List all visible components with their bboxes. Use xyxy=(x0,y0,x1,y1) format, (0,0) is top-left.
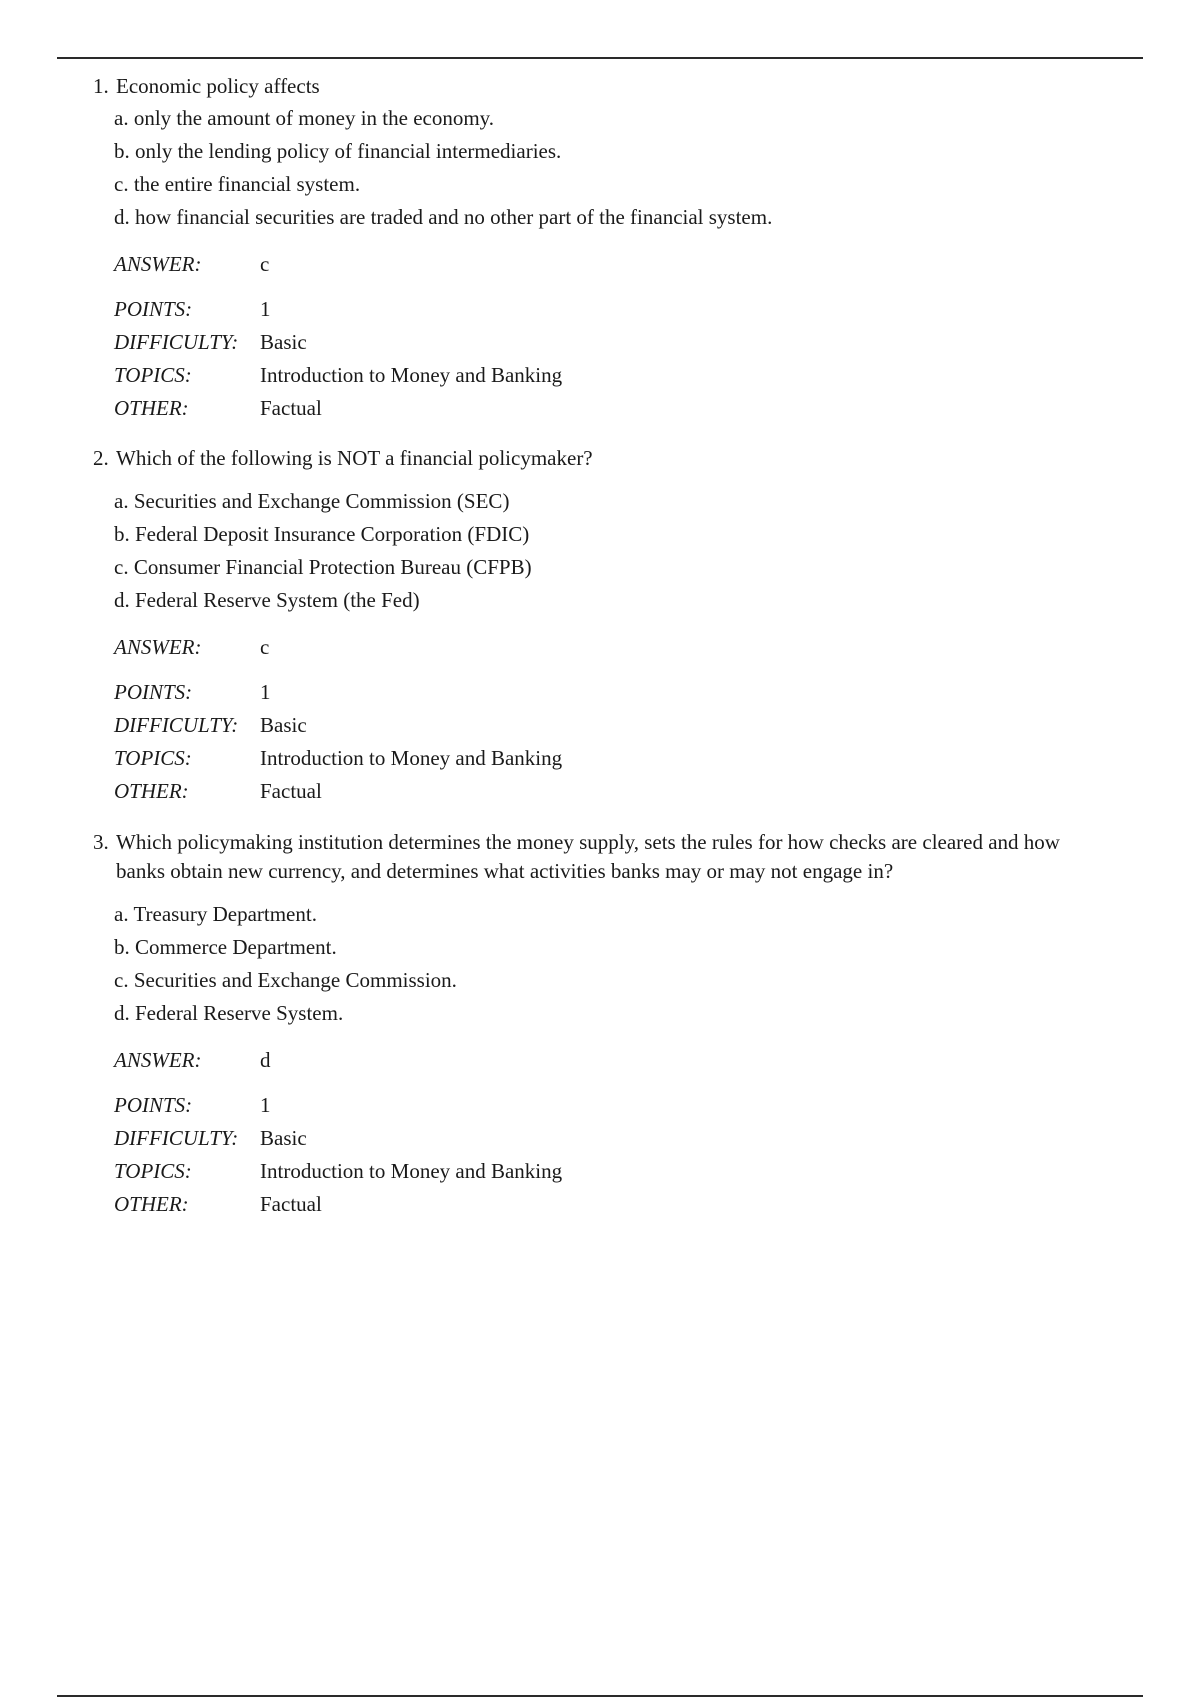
answer-value: d xyxy=(260,1048,271,1072)
other-value: Factual xyxy=(260,396,322,420)
difficulty-value: Basic xyxy=(260,1126,307,1150)
answer-row xyxy=(114,631,1103,664)
option-d: d. Federal Reserve System (the Fed) xyxy=(114,588,420,612)
question-metadata xyxy=(114,631,1103,808)
difficulty-label: DIFFICULTY: xyxy=(114,713,239,737)
points-value: 1 xyxy=(260,1093,271,1117)
answer-value: c xyxy=(260,635,270,659)
footer-rule xyxy=(57,1695,1143,1697)
question-metadata xyxy=(114,1044,1103,1221)
topics-label: TOPICS: xyxy=(114,363,192,387)
question-number: 2. xyxy=(93,446,109,470)
other-row xyxy=(114,1188,1103,1221)
points-row xyxy=(114,293,1103,326)
points-row xyxy=(114,1089,1103,1122)
option-a: a. Securities and Exchange Commission (SEC) xyxy=(114,489,510,513)
header-rule xyxy=(57,57,1143,59)
points-value: 1 xyxy=(260,297,271,321)
question-text: Which policymaking institution determines the money supply, sets the rules for how checks are cleared and how banks obtain new currency, and determines what activities banks may or may not engage in? xyxy=(116,830,1060,883)
option-b: b. only the lending policy of financial intermediaries. xyxy=(114,139,562,163)
points-label: POINTS: xyxy=(114,680,193,704)
answer-label: ANSWER: xyxy=(114,635,202,659)
topics-value: Introduction to Money and Banking xyxy=(260,746,563,770)
points-label: POINTS: xyxy=(114,1093,193,1117)
option-list xyxy=(114,485,1103,617)
answer-value: c xyxy=(260,252,270,276)
difficulty-row xyxy=(114,709,1103,742)
question-number: 1. xyxy=(93,74,109,98)
other-label: OTHER: xyxy=(114,779,189,803)
other-row xyxy=(114,775,1103,808)
points-value: 1 xyxy=(260,680,271,704)
question-stem xyxy=(93,72,1103,101)
difficulty-value: Basic xyxy=(260,713,307,737)
question-stem xyxy=(93,828,1103,886)
question-1 xyxy=(93,72,1103,425)
points-row xyxy=(114,676,1103,709)
option-a: a. Treasury Department. xyxy=(114,902,317,926)
difficulty-row xyxy=(114,326,1103,359)
difficulty-value: Basic xyxy=(260,330,307,354)
option-d: d. how financial securities are traded and no other part of the financial system. xyxy=(114,205,773,229)
option-list xyxy=(114,898,1103,1030)
other-value: Factual xyxy=(260,779,322,803)
answer-label: ANSWER: xyxy=(114,1048,202,1072)
option-d: d. Federal Reserve System. xyxy=(114,1001,344,1025)
other-row xyxy=(114,392,1103,425)
option-list xyxy=(114,102,1103,234)
question-3 xyxy=(93,828,1103,1221)
option-a: a. only the amount of money in the economy. xyxy=(114,106,495,130)
question-text: Economic policy affects xyxy=(116,74,320,98)
points-label: POINTS: xyxy=(114,297,193,321)
question-metadata xyxy=(114,248,1103,425)
topics-value: Introduction to Money and Banking xyxy=(260,363,563,387)
other-value: Factual xyxy=(260,1192,322,1216)
difficulty-label: DIFFICULTY: xyxy=(114,330,239,354)
topics-label: TOPICS: xyxy=(114,1159,192,1183)
option-b: b. Federal Deposit Insurance Corporation (FDIC) xyxy=(114,522,530,546)
difficulty-label: DIFFICULTY: xyxy=(114,1126,239,1150)
option-c: c. Consumer Financial Protection Bureau (CFPB) xyxy=(114,555,532,579)
topics-value: Introduction to Money and Banking xyxy=(260,1159,563,1183)
question-stem xyxy=(93,444,1103,473)
answer-row xyxy=(114,248,1103,281)
question-text: Which of the following is NOT a financial policymaker? xyxy=(116,446,593,470)
other-label: OTHER: xyxy=(114,396,189,420)
question-number: 3. xyxy=(93,830,109,854)
answer-row xyxy=(114,1044,1103,1077)
option-c: c. the entire financial system. xyxy=(114,172,361,196)
option-b: b. Commerce Department. xyxy=(114,935,337,959)
difficulty-row xyxy=(114,1122,1103,1155)
topics-label: TOPICS: xyxy=(114,746,192,770)
option-c: c. Securities and Exchange Commission. xyxy=(114,968,457,992)
answer-label: ANSWER: xyxy=(114,252,202,276)
topics-row xyxy=(114,1155,1103,1188)
other-label: OTHER: xyxy=(114,1192,189,1216)
question-2 xyxy=(93,444,1103,808)
topics-row xyxy=(114,742,1103,775)
topics-row xyxy=(114,359,1103,392)
